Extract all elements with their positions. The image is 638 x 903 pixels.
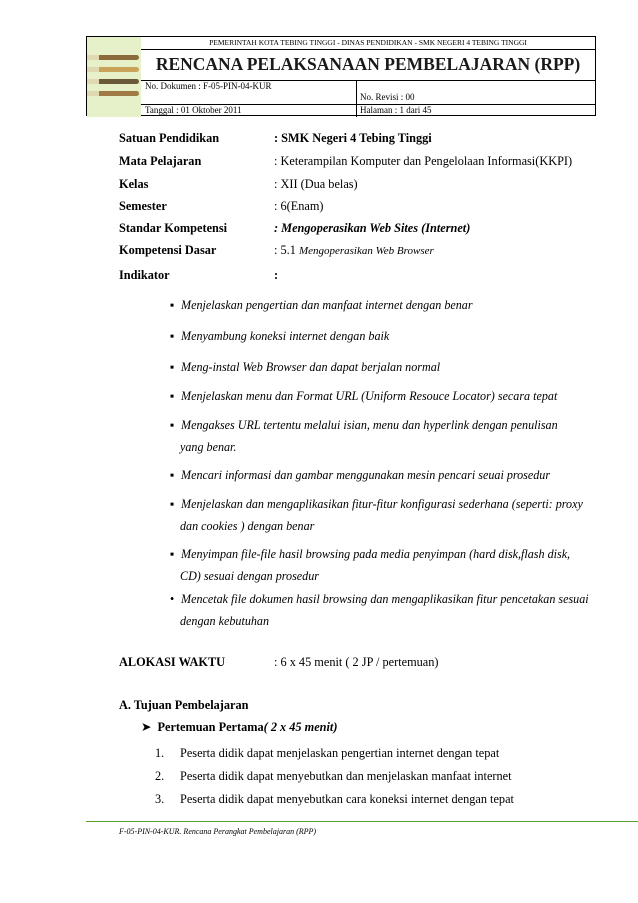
indicator-item-continued: CD) sesuai dengan prosedur [180,569,319,583]
document-header [86,36,596,116]
footer-divider [86,821,638,822]
footer-text: F-05-PIN-04-KUR. Rencana Perangkat Pembelajaran (RPP) [119,827,317,836]
cables-logo-icon [87,37,141,117]
square-bullet-icon: ▪ [170,329,175,343]
arrow-bullet-icon: ➤ [141,720,152,734]
indicator-item: ▪ Menyambung koneksi internet dengan baik [170,329,390,343]
square-bullet-icon: ▪ [170,389,175,403]
square-bullet-icon: ▪ [170,418,175,432]
revision: No. Revisi : 00 [360,92,415,102]
doc-number: No. Dokumen : F-05-PIN-04-KUR [145,81,272,91]
square-bullet-icon: ▪ [170,547,175,561]
doc-info-row [141,80,595,105]
page-number: Halaman : 1 dari 45 [360,105,432,115]
objective-item: 1. Peserta didik dapat menjelaskan pengertian internet dengan tepat [155,746,500,760]
objective-item: 3. Peserta didik dapat menyebutkan cara koneksi internet dengan tepat [155,792,514,806]
indicator-item: ▪ Meng-instal Web Browser dan dapat berjalan normal [170,360,441,374]
indicator-item: • Mencetak file dokumen hasil browsing dan mengaplikasikan fitur pencetakan sesuai [170,592,589,606]
indicator-item: ▪ Menjelaskan pengertian dan manfaat internet dengan benar [170,298,473,312]
indicator-item-continued: yang benar. [180,440,237,454]
round-bullet-icon: • [170,592,175,606]
document-title: RENCANA PELAKSANAAN PEMBELAJARAN (RPP) [141,49,595,81]
meeting-heading: ➤ Pertemuan Pertama( 2 x 45 menit) [141,720,338,734]
indicator-item: ▪ Menjelaskan dan mengaplikasikan fitur-fitur konfigurasi sederhana (seperti: proxy [170,497,583,511]
indicator-item: ▪ Mencari informasi dan gambar menggunakan mesin pencari seuai prosedur [170,468,551,482]
square-bullet-icon: ▪ [170,468,175,482]
square-bullet-icon: ▪ [170,497,175,511]
indicator-item: ▪ Mengakses URL tertentu melalui isian, menu dan hyperlink dengan penulisan [170,418,558,432]
date-page-row [141,104,595,117]
org-line: PEMERINTAH KOTA TEBING TINGGI - DINAS PENDIDIKAN - SMK NEGERI 4 TEBING TINGGI [141,37,595,50]
indicator-item-continued: dengan kebutuhan [180,614,270,628]
square-bullet-icon: ▪ [170,298,175,312]
objective-item: 2. Peserta didik dapat menyebutkan dan menjelaskan manfaat internet [155,769,512,783]
indicator-item: ▪ Menyimpan file-file hasil browsing pada media penyimpan (hard disk,flash disk, [170,547,571,561]
indicator-item-continued: dan cookies ) dengan benar [180,519,315,533]
indicator-item: ▪ Menjelaskan menu dan Format URL (Uniform Resouce Locator) secara tepat [170,389,558,403]
doc-date: Tanggal : 01 Oktober 2011 [145,105,242,115]
section-heading: A. Tujuan Pembelajaran [119,698,249,712]
square-bullet-icon: ▪ [170,360,175,374]
